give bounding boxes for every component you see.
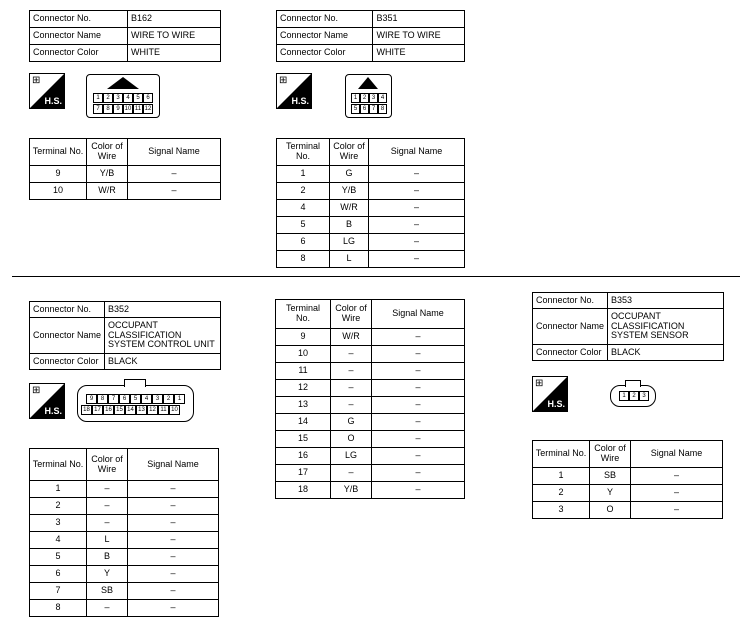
wire-color-header: Color of Wire [330, 139, 369, 166]
terminal-no: 2 [533, 485, 590, 502]
terminal-no: 9 [276, 329, 331, 346]
b352-terminal-table-2 [275, 299, 465, 499]
signal-name: – [631, 485, 723, 502]
signal-name: – [128, 183, 221, 200]
terminal-no: 10 [276, 346, 331, 363]
b351-terminal-table [276, 138, 465, 268]
terminal-row [276, 414, 465, 431]
connector-pin: 7 [108, 394, 119, 404]
terminal-no-header: Terminal No. [277, 139, 330, 166]
connector-pin: 8 [378, 104, 387, 114]
terminal-row [533, 485, 723, 502]
connector-name-label: Connector Name [30, 28, 128, 45]
terminal-row [276, 482, 465, 499]
terminal-row [277, 251, 465, 268]
connector-pin: 7 [369, 104, 378, 114]
connector-name-label: Connector Name [30, 318, 105, 354]
terminal-no: 2 [277, 183, 330, 200]
wire-color: W/R [330, 200, 369, 217]
connector-pin: 4 [141, 394, 152, 404]
wire-color: – [331, 363, 372, 380]
signal-name: – [128, 549, 219, 566]
wire-color: – [87, 515, 128, 532]
signal-name: – [372, 414, 465, 431]
terminal-row [30, 549, 219, 566]
terminal-row [276, 397, 465, 414]
connector-color-label: Connector Color [277, 45, 373, 62]
terminal-no: 1 [277, 166, 330, 183]
terminal-row [277, 217, 465, 234]
b352-connector-face [77, 385, 194, 422]
signal-name: – [369, 251, 465, 268]
connector-color: BLACK [105, 354, 221, 370]
wire-color: G [331, 414, 372, 431]
hs-icon: ⊞ H.S. [29, 73, 65, 109]
terminal-row [277, 183, 465, 200]
b352-terminal-table-1 [29, 448, 219, 617]
wire-color: W/R [87, 183, 128, 200]
connector-pin: 1 [619, 391, 629, 401]
connector-pin: 8 [103, 104, 113, 114]
terminal-row [533, 502, 723, 519]
connector-pin: 15 [114, 405, 125, 415]
wire-color: – [331, 346, 372, 363]
connector-no: B351 [373, 11, 465, 28]
signal-name: – [372, 329, 465, 346]
terminal-no: 2 [30, 498, 87, 515]
connector-latch [124, 379, 146, 387]
wire-color: W/R [331, 329, 372, 346]
signal-name: – [128, 532, 219, 549]
terminal-row [533, 468, 723, 485]
terminal-row [277, 166, 465, 183]
terminal-row [30, 481, 219, 498]
connector-no-label: Connector No. [533, 293, 608, 309]
terminal-no-header: Terminal No. [276, 300, 331, 329]
signal-name-header: Signal Name [372, 300, 465, 329]
connector-name: OCCUPANT CLASSIFICATION SYSTEM SENSOR [608, 309, 724, 345]
wire-color: SB [87, 583, 128, 600]
terminal-no: 10 [30, 183, 87, 200]
connector-name: OCCUPANT CLASSIFICATION SYSTEM CONTROL UNIT [105, 318, 221, 354]
signal-name: – [369, 234, 465, 251]
connector-pin: 14 [125, 405, 136, 415]
connector-name: WIRE TO WIRE [128, 28, 221, 45]
terminal-no: 14 [276, 414, 331, 431]
connector-pin: 2 [103, 93, 113, 103]
terminal-no: 3 [533, 502, 590, 519]
wire-color: – [331, 397, 372, 414]
terminal-no: 1 [533, 468, 590, 485]
signal-name: – [128, 600, 219, 617]
terminal-no: 13 [276, 397, 331, 414]
terminal-no: 11 [276, 363, 331, 380]
wire-color: LG [330, 234, 369, 251]
hs-icon: ⊞ H.S. [532, 376, 568, 412]
connector-pin: 1 [93, 93, 103, 103]
terminal-row [277, 200, 465, 217]
signal-name: – [631, 468, 723, 485]
terminal-row [30, 166, 221, 183]
signal-name: – [369, 200, 465, 217]
terminal-no-header: Terminal No. [533, 441, 590, 468]
hs-icon: ⊞ H.S. [29, 383, 65, 419]
connector-no: B353 [608, 293, 724, 309]
connector-pin: 1 [174, 394, 185, 404]
terminal-row [30, 515, 219, 532]
terminal-no: 4 [277, 200, 330, 217]
terminal-no: 18 [276, 482, 331, 499]
wire-color: B [87, 549, 128, 566]
wire-color: Y/B [87, 166, 128, 183]
b353-connector-face [610, 385, 656, 407]
wire-color: G [330, 166, 369, 183]
signal-name: – [372, 397, 465, 414]
wire-color: Y/B [330, 183, 369, 200]
section-divider [12, 276, 740, 277]
terminal-row [276, 363, 465, 380]
connector-color-label: Connector Color [30, 45, 128, 62]
wire-color: L [330, 251, 369, 268]
connector-color-label: Connector Color [30, 354, 105, 370]
b353-terminal-table [532, 440, 723, 519]
connector-name: WIRE TO WIRE [373, 28, 465, 45]
connector-no: B352 [105, 302, 221, 318]
terminal-row [30, 600, 219, 617]
terminal-no: 6 [30, 566, 87, 583]
signal-name: – [128, 498, 219, 515]
connector-pin: 9 [86, 394, 97, 404]
connector-pin: 3 [113, 93, 123, 103]
connector-name-label: Connector Name [533, 309, 608, 345]
terminal-no: 17 [276, 465, 331, 482]
connector-latch [625, 380, 641, 387]
connector-pin: 2 [629, 391, 639, 401]
connector-pin: 5 [351, 104, 360, 114]
connector-color: BLACK [608, 345, 724, 361]
wire-color-header: Color of Wire [590, 441, 631, 468]
connector-pin: 12 [147, 405, 158, 415]
connector-pin: 13 [136, 405, 147, 415]
terminal-no: 5 [277, 217, 330, 234]
b352-info-table [29, 301, 221, 370]
b351-info-table [276, 10, 465, 62]
connector-pin: 2 [360, 93, 369, 103]
signal-name: – [372, 431, 465, 448]
signal-name: – [369, 166, 465, 183]
signal-name: – [128, 481, 219, 498]
terminal-row [30, 583, 219, 600]
wire-color: O [590, 502, 631, 519]
connector-pin: 6 [143, 93, 153, 103]
b353-info-table [532, 292, 724, 361]
wire-color: – [87, 600, 128, 617]
terminal-no: 6 [277, 234, 330, 251]
terminal-no: 1 [30, 481, 87, 498]
hs-icon: ⊞ H.S. [276, 73, 312, 109]
wire-color: Y/B [331, 482, 372, 499]
wire-color: LG [331, 448, 372, 465]
wire-color-header: Color of Wire [87, 449, 128, 481]
connector-pin: 6 [360, 104, 369, 114]
connector-pin: 11 [134, 106, 142, 112]
connector-pin: 8 [97, 394, 108, 404]
connector-pin: 1 [351, 93, 360, 103]
signal-name: – [128, 566, 219, 583]
signal-name: – [372, 448, 465, 465]
b162-info-table [29, 10, 221, 62]
terminal-no-header: Terminal No. [30, 449, 87, 481]
wire-color-header: Color of Wire [331, 300, 372, 329]
signal-name: – [372, 346, 465, 363]
wire-color: Y [590, 485, 631, 502]
terminal-row [276, 380, 465, 397]
terminal-row [276, 346, 465, 363]
connector-color: WHITE [128, 45, 221, 62]
terminal-no-header: Terminal No. [30, 139, 87, 166]
connector-pin: 5 [133, 93, 143, 103]
terminal-row [30, 566, 219, 583]
connector-pin: 10 [169, 405, 180, 415]
terminal-row [277, 234, 465, 251]
terminal-no: 8 [30, 600, 87, 617]
signal-name: – [631, 502, 723, 519]
terminal-no: 5 [30, 549, 87, 566]
connector-pin: 4 [378, 93, 387, 103]
terminal-no: 16 [276, 448, 331, 465]
wire-color-header: Color of Wire [87, 139, 128, 166]
signal-name: – [372, 465, 465, 482]
connector-pin: 4 [123, 93, 133, 103]
wire-color: – [87, 498, 128, 515]
connector-pin: 12 [144, 106, 152, 112]
connector-pin: 3 [639, 391, 649, 401]
connector-pin: 6 [119, 394, 130, 404]
terminal-no: 9 [30, 166, 87, 183]
terminal-no: 4 [30, 532, 87, 549]
terminal-row [30, 498, 219, 515]
connector-no-label: Connector No. [277, 11, 373, 28]
connector-key [358, 77, 378, 89]
wire-color: L [87, 532, 128, 549]
connector-pin: 3 [152, 394, 163, 404]
wire-color: – [331, 465, 372, 482]
signal-name-header: Signal Name [369, 139, 465, 166]
connector-pin: 9 [113, 104, 123, 114]
connector-pin: 2 [163, 394, 174, 404]
connector-no-label: Connector No. [30, 302, 105, 318]
connector-key [107, 77, 139, 89]
connector-pin: 7 [93, 104, 103, 114]
connector-no: B162 [128, 11, 221, 28]
terminal-row [276, 465, 465, 482]
signal-name: – [369, 217, 465, 234]
wire-color: B [330, 217, 369, 234]
b162-connector-face [86, 74, 160, 118]
signal-name: – [372, 482, 465, 499]
connector-name-label: Connector Name [277, 28, 373, 45]
wire-color: Y [87, 566, 128, 583]
connector-pin: 3 [369, 93, 378, 103]
wire-color: – [87, 481, 128, 498]
connector-pin: 11 [158, 405, 169, 415]
terminal-row [276, 431, 465, 448]
terminal-row [276, 329, 465, 346]
signal-name: – [372, 380, 465, 397]
connector-pin: 5 [130, 394, 141, 404]
connector-pin: 17 [92, 405, 103, 415]
terminal-no: 7 [30, 583, 87, 600]
terminal-no: 12 [276, 380, 331, 397]
terminal-row [276, 448, 465, 465]
wire-color: SB [590, 468, 631, 485]
connector-pin: 18 [81, 405, 92, 415]
signal-name: – [128, 583, 219, 600]
wire-color: – [331, 380, 372, 397]
signal-name: – [369, 183, 465, 200]
signal-name-header: Signal Name [631, 441, 723, 468]
terminal-row [30, 183, 221, 200]
b351-connector-face [345, 74, 392, 118]
connector-color: WHITE [373, 45, 465, 62]
connector-pin: 10 [124, 106, 132, 112]
connector-pin: 16 [103, 405, 114, 415]
signal-name: – [128, 166, 221, 183]
terminal-no: 3 [30, 515, 87, 532]
terminal-no: 15 [276, 431, 331, 448]
b162-terminal-table [29, 138, 221, 200]
connector-color-label: Connector Color [533, 345, 608, 361]
signal-name: – [128, 515, 219, 532]
signal-name-header: Signal Name [128, 139, 221, 166]
connector-no-label: Connector No. [30, 11, 128, 28]
signal-name-header: Signal Name [128, 449, 219, 481]
terminal-no: 8 [277, 251, 330, 268]
wire-color: O [331, 431, 372, 448]
terminal-row [30, 532, 219, 549]
signal-name: – [372, 363, 465, 380]
